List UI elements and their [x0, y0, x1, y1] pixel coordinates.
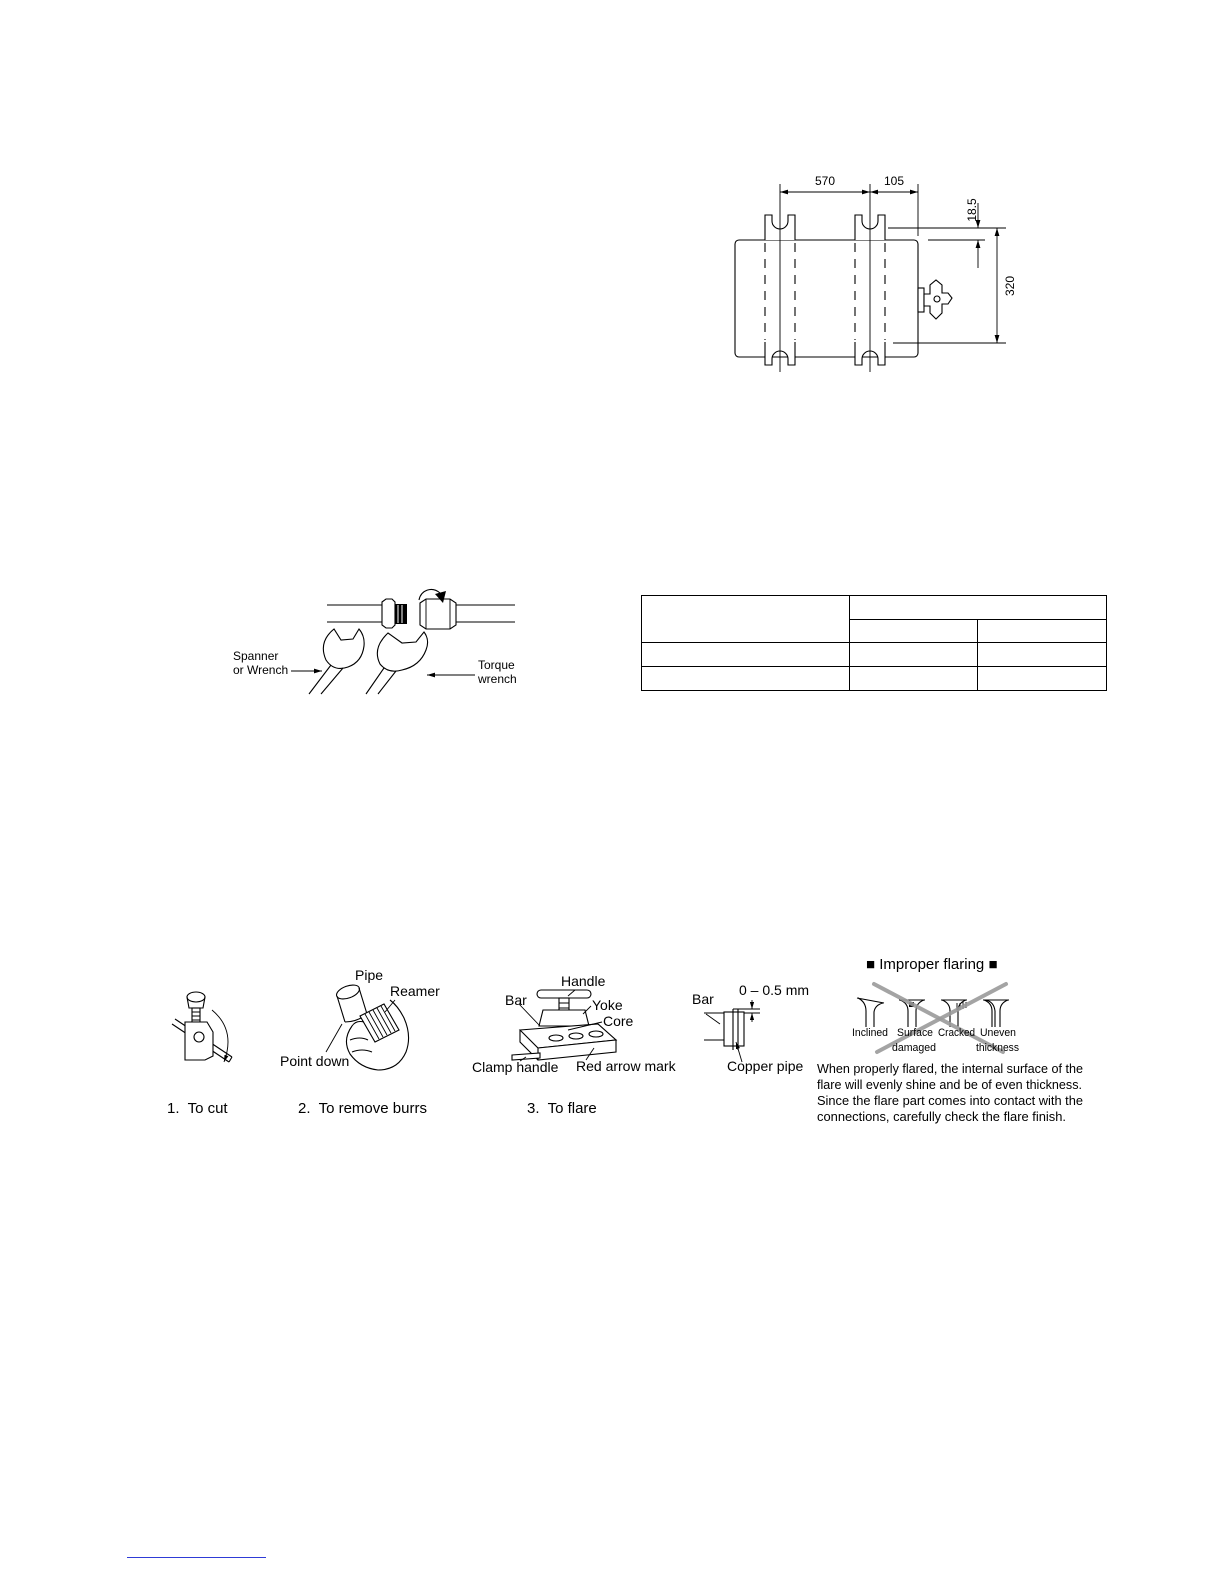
- flare-inclined-shape: [857, 998, 884, 1027]
- table-cell: [850, 643, 978, 667]
- improper-flaring-title: ■ Improper flaring ■: [866, 956, 998, 973]
- yoke-label: Yoke: [592, 997, 623, 1013]
- dimension-105-label: 105: [883, 174, 905, 188]
- surface-damaged-label-line1: Surface: [897, 1027, 933, 1039]
- table-cell: [978, 667, 1107, 691]
- outdoor-unit-mounting-diagram: [720, 165, 1040, 380]
- tool-handle: [537, 990, 591, 998]
- table-subheader-cell: [850, 620, 978, 643]
- step-3-caption: 3. To flare: [527, 1100, 597, 1117]
- table-header-cell-group: [850, 596, 1107, 620]
- pipe-end: [335, 982, 362, 1001]
- torque-wrench-label-line2: wrench: [478, 672, 517, 686]
- dimension-570-label: 570: [814, 174, 836, 188]
- cracked-label: Cracked: [938, 1027, 975, 1039]
- torque-wrench-head: [377, 632, 427, 671]
- clamp-handle-label: Clamp handle: [472, 1059, 559, 1075]
- reamer-label: Reamer: [390, 983, 440, 999]
- threaded-fitting: [395, 604, 407, 624]
- valve-body: [924, 280, 952, 319]
- table-header-row: [642, 596, 1107, 620]
- flaring-procedure-figure: [160, 955, 1095, 1130]
- table-cell: [642, 643, 850, 667]
- note-line: connections, carefully check the flare finish.: [817, 1110, 1066, 1124]
- spanner-label-line2: or Wrench: [233, 663, 289, 677]
- union-hex-nut: [382, 599, 395, 628]
- dimension-320-label: 320: [1003, 275, 1017, 297]
- section-copper-pipe: [733, 1009, 745, 1050]
- spanner-label-line1: Spanner: [233, 649, 279, 663]
- table-subheader-cell: [978, 620, 1107, 643]
- footer-link-rule: [127, 1557, 266, 1558]
- inclined-label: Inclined: [852, 1027, 888, 1039]
- reamer-leader-line: [385, 1000, 395, 1012]
- flare-cross-section-illustration: [704, 1000, 760, 1062]
- torque-wrench-handle: [366, 668, 396, 694]
- section-bar-label: Bar: [692, 991, 714, 1007]
- spanner-handle: [309, 665, 343, 694]
- red-arrow-mark-label: Red arrow mark: [576, 1058, 676, 1074]
- table-cell: [978, 643, 1107, 667]
- step-2-caption: 2. To remove burrs: [298, 1100, 427, 1117]
- core-label: Core: [603, 1013, 634, 1029]
- note-line: When properly flared, the internal surface of the: [817, 1062, 1084, 1076]
- torque-wrench-label-line1: Torque: [478, 658, 515, 672]
- tool-yoke: [539, 1010, 589, 1026]
- handle-label: Handle: [561, 973, 606, 989]
- pipe-cutter-illustration: [172, 992, 232, 1062]
- section-bar-leader-line: [706, 1014, 720, 1024]
- spanner-head: [323, 629, 364, 668]
- bar-label: Bar: [505, 992, 527, 1008]
- flare-uneven-thickness-shape: [983, 1000, 1009, 1027]
- surface-damaged-label-line2: damaged: [892, 1042, 936, 1054]
- note-line: Since the flare part comes into contact with the: [817, 1094, 1084, 1108]
- protrusion-label: 0 – 0.5 mm: [739, 982, 810, 998]
- proper-flare-note: [817, 1062, 1083, 1124]
- uneven-thickness-label-line2: thickness: [976, 1042, 1020, 1054]
- spanner-icon: [309, 629, 364, 694]
- flare-nut: [420, 599, 456, 629]
- service-valve: [918, 280, 952, 319]
- pipe-left: [327, 605, 382, 622]
- section-bar-edges: [704, 1013, 724, 1040]
- section-bar: [724, 1012, 744, 1046]
- point-down-leader-line: [326, 1024, 342, 1052]
- table-header-cell-left: [642, 596, 850, 643]
- uneven-thickness-label-line1: Uneven: [980, 1027, 1016, 1039]
- rotation-direction-arrow: [212, 1010, 228, 1062]
- table-cell: [642, 667, 850, 691]
- cutter-frame: [185, 1022, 213, 1060]
- point-down-label: Point down: [280, 1053, 350, 1069]
- table-row: [642, 667, 1107, 691]
- copper-pipe-label: Copper pipe: [727, 1058, 804, 1074]
- dimension-18-5-label: 18.5: [965, 198, 979, 222]
- pipe-right: [456, 605, 515, 622]
- table-row: [642, 643, 1107, 667]
- pipe-label: Pipe: [355, 967, 384, 983]
- note-line: flare will evenly shine and be of even thickness.: [817, 1078, 1082, 1092]
- cutter-knob: [187, 992, 205, 1002]
- tightening-torque-table: [641, 595, 1107, 691]
- protrusion-extension-lines: [744, 1009, 760, 1013]
- unit-body-outline: [735, 240, 918, 357]
- torque-wrench-icon: [366, 632, 428, 694]
- valve-flange: [918, 288, 924, 312]
- step-1-caption: 1. To cut: [167, 1100, 228, 1117]
- flare-nut-tightening-diagram: [225, 582, 525, 698]
- table-cell: [850, 667, 978, 691]
